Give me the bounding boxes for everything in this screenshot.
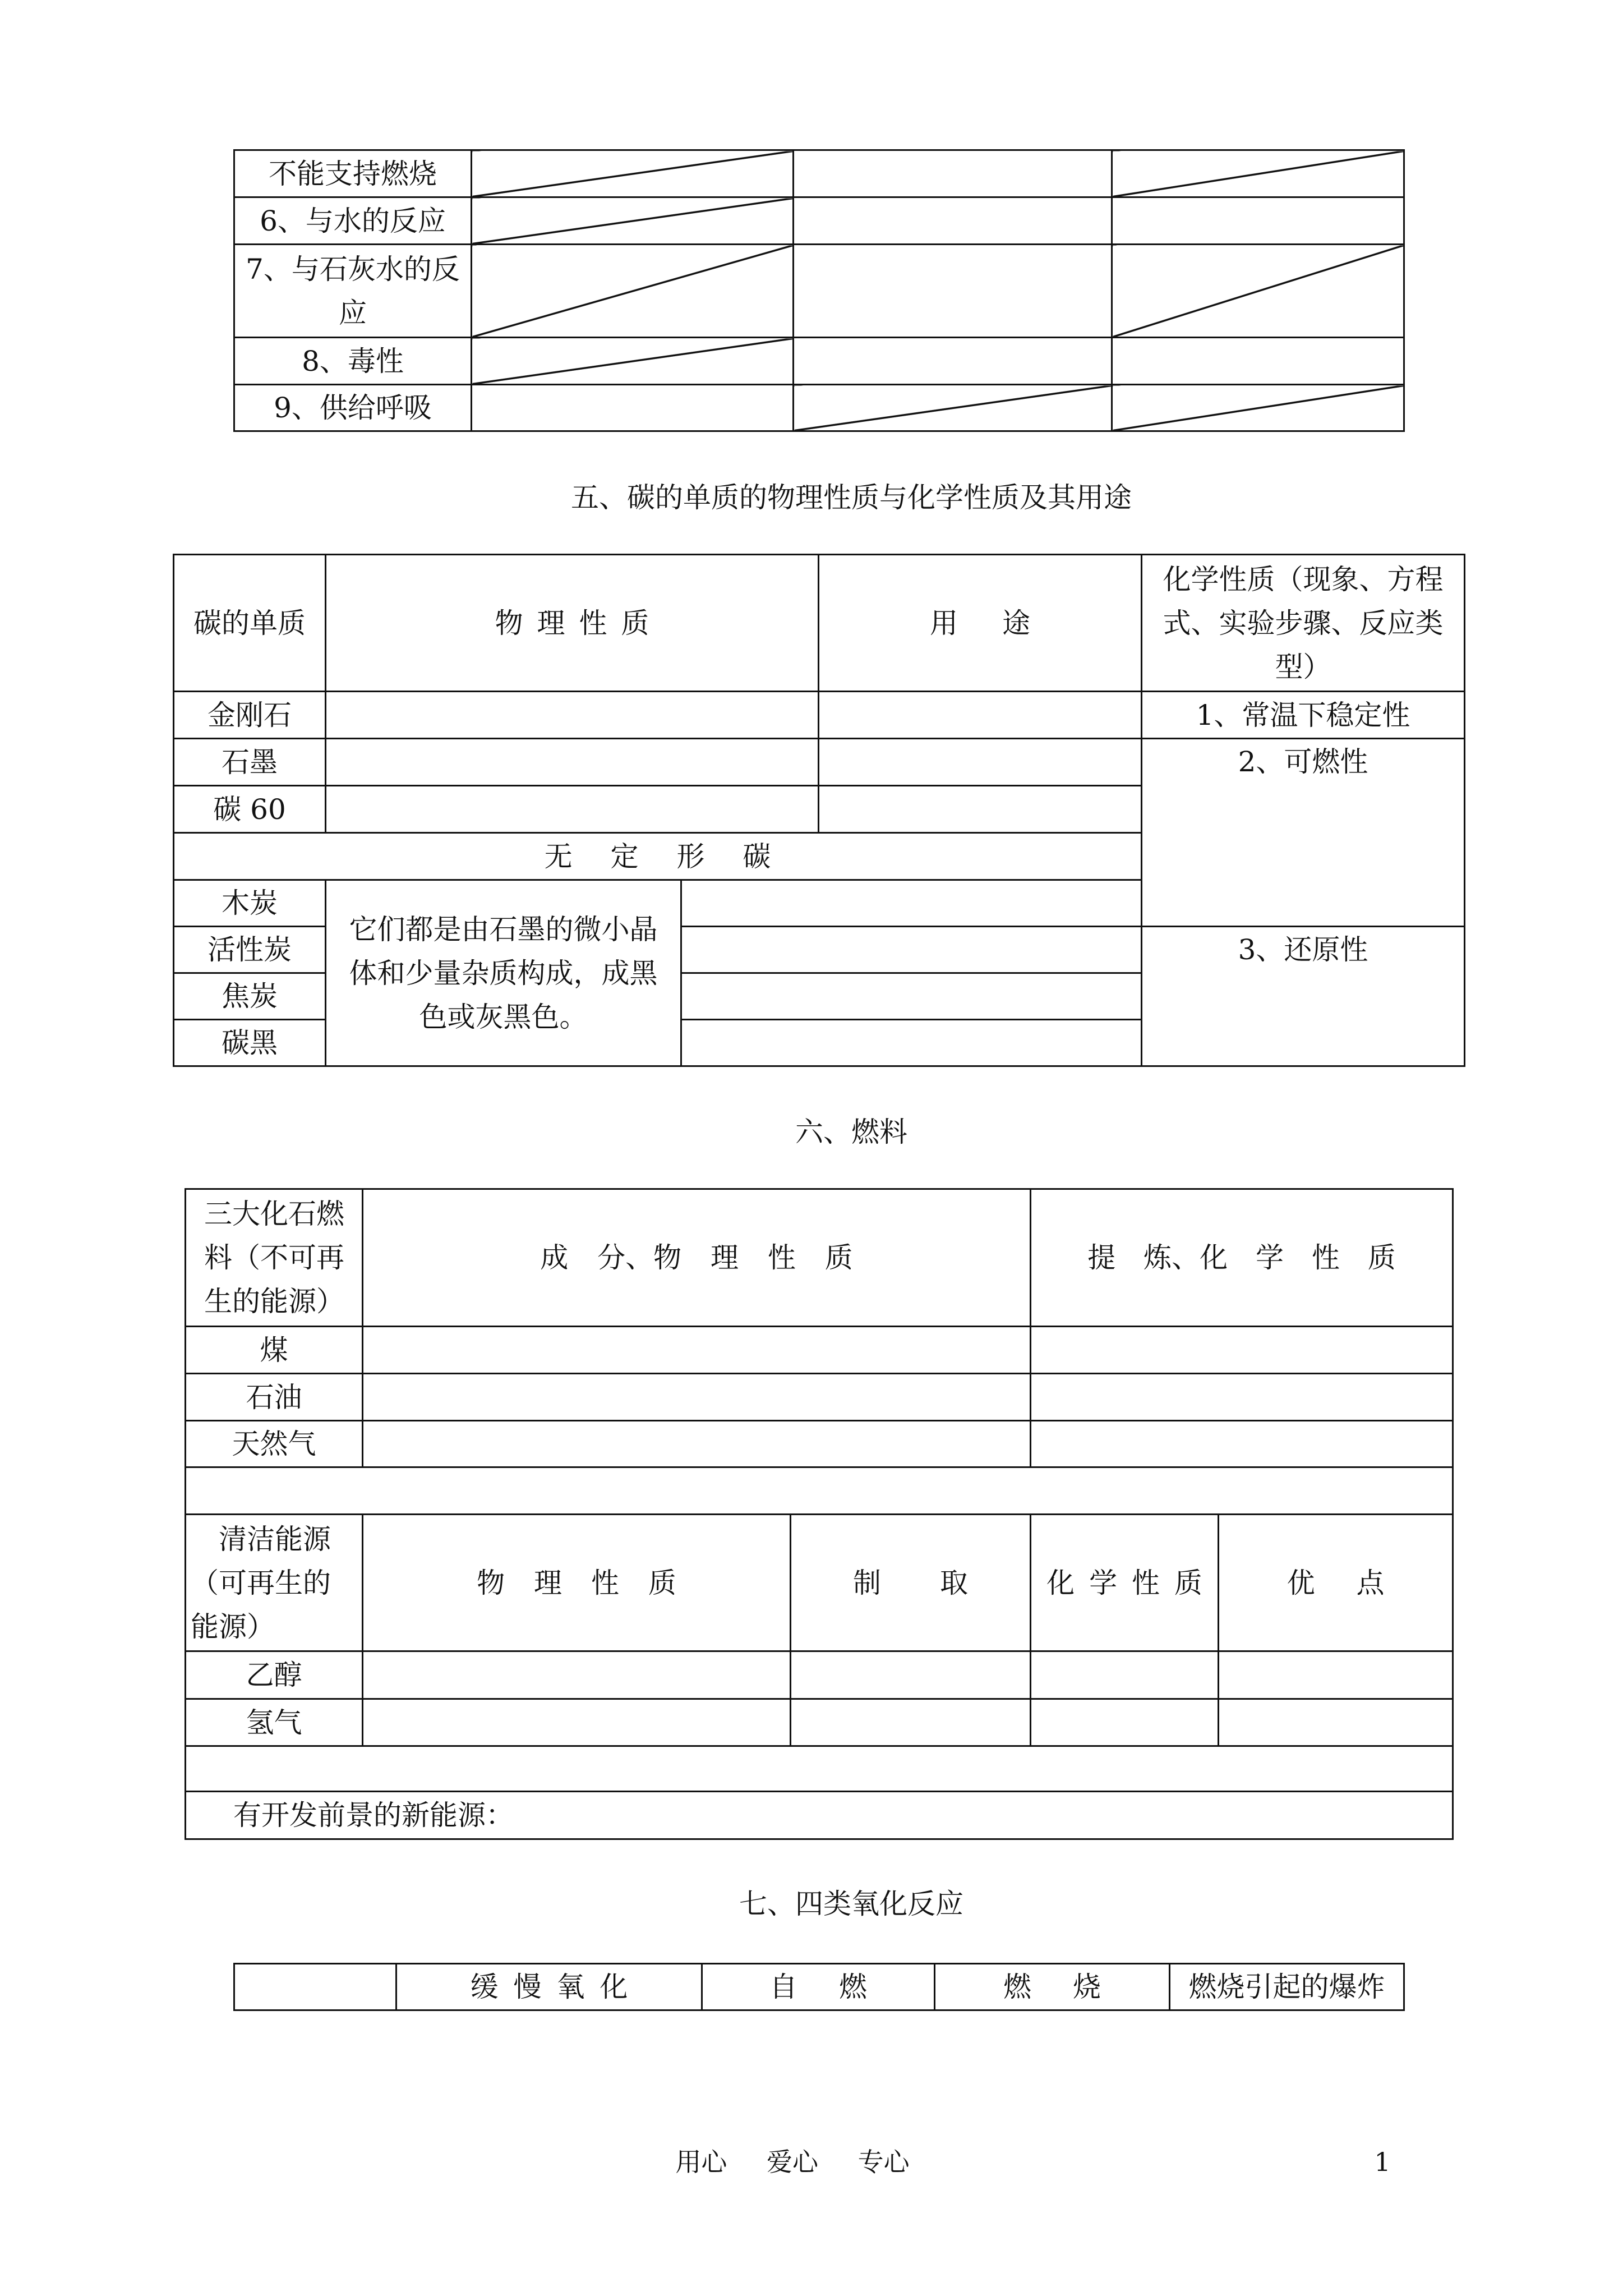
- blank-cell: [472, 338, 794, 385]
- blank-cell: [681, 973, 1142, 1020]
- blank-cell: [1112, 150, 1404, 197]
- column-header: 物 理 性 质: [363, 1515, 791, 1651]
- fuels-table: [185, 1188, 1454, 1840]
- row-label: 6、与水的反应: [234, 197, 472, 245]
- blank-cell: [186, 1467, 1453, 1515]
- blank-cell: [363, 1374, 1031, 1421]
- column-header: 燃 烧: [935, 1964, 1170, 2010]
- section-heading: 七、四类氧化反应: [739, 1888, 963, 1920]
- row-label: 碳黑: [174, 1020, 326, 1066]
- row-label: 石油: [186, 1374, 363, 1421]
- header-row: [234, 1964, 1404, 2010]
- chemical-property-cell: 1、常温下稳定性: [1142, 692, 1465, 739]
- blank-cell: [681, 880, 1142, 927]
- table-row: [186, 1374, 1453, 1421]
- blank-cell: [326, 786, 819, 833]
- fossil-fuels-header: 三大化石燃 料（不可再 生的能源）: [186, 1189, 363, 1327]
- chemical-property-cell: 2、可燃性: [1142, 739, 1465, 927]
- header-row: [186, 1515, 1453, 1651]
- blank-cell: [1031, 1374, 1453, 1421]
- row-label: 石墨: [174, 739, 326, 786]
- blank-cell: [819, 786, 1142, 833]
- table-row: [234, 338, 1404, 385]
- blank-cell: [1112, 385, 1404, 431]
- blank-row: [186, 1746, 1453, 1792]
- column-header: 自 燃: [702, 1964, 935, 2010]
- blank-cell: [1031, 1651, 1219, 1699]
- blank-cell: [326, 739, 819, 786]
- blank-cell: [363, 1327, 1031, 1374]
- header-row: [174, 555, 1465, 692]
- blank-cell: [819, 692, 1142, 739]
- blank-cell: [186, 1746, 1453, 1792]
- table-row: [186, 1699, 1453, 1746]
- table-row: [234, 385, 1404, 431]
- footer-motto: 用心 爱心 专心: [675, 2147, 910, 2177]
- column-header: 燃烧引起的爆炸: [1170, 1964, 1404, 2010]
- blank-cell: [1112, 197, 1404, 245]
- row-label: 天然气: [186, 1421, 363, 1467]
- table-row: [234, 245, 1404, 338]
- amorphous-note: 它们都是由石墨的微小晶 体和少量杂质构成，成黑 色或灰黑色。: [326, 880, 681, 1066]
- blank-cell: [1112, 245, 1404, 338]
- column-header: 优 点: [1219, 1515, 1453, 1651]
- chemical-property-cell: 3、还原性: [1142, 927, 1465, 1066]
- table-row: [174, 692, 1465, 739]
- row-label: 木炭: [174, 880, 326, 927]
- blank-cell: [681, 927, 1142, 973]
- blank-cell: [472, 385, 794, 431]
- blank-cell: [681, 1020, 1142, 1066]
- header-row: [186, 1189, 1453, 1327]
- blank-cell: [791, 1651, 1031, 1699]
- blank-cell: [791, 1699, 1031, 1746]
- row-label: 碳 60: [174, 786, 326, 833]
- row-label: 煤: [186, 1327, 363, 1374]
- row-label: 9、供给呼吸: [234, 385, 472, 431]
- column-header: 缓 慢 氧 化: [396, 1964, 702, 2010]
- page-number: 1: [1374, 2147, 1391, 2177]
- table-row: [186, 1421, 1453, 1467]
- blank-cell: [1031, 1327, 1453, 1374]
- column-header: 用 途: [819, 555, 1142, 692]
- carbon-elements-table: [173, 554, 1465, 1067]
- oxidation-table: [233, 1963, 1405, 2011]
- blank-cell: [363, 1699, 791, 1746]
- blank-cell: [1031, 1421, 1453, 1467]
- blank-cell: [363, 1421, 1031, 1467]
- clean-energy-header: 清洁能源 （可再生的 能源）: [186, 1515, 363, 1651]
- blank-cell: [819, 739, 1142, 786]
- table-row: [186, 1327, 1453, 1374]
- blank-cell: [363, 1651, 791, 1699]
- row-label: 活性炭: [174, 927, 326, 973]
- blank-cell: [234, 1964, 396, 2010]
- table-row: [186, 1651, 1453, 1699]
- column-header: 成 分、物 理 性 质: [363, 1189, 1031, 1327]
- column-header: 化学性质（现象、方程 式、实验步骤、反应类 型）: [1142, 555, 1465, 692]
- amorphous-carbon-title: 无 定 形 碳: [174, 833, 1142, 880]
- blank-cell: [1031, 1699, 1219, 1746]
- blank-cell: [794, 245, 1112, 338]
- column-header: 提 炼、化 学 性 质: [1031, 1189, 1453, 1327]
- blank-cell: [1112, 338, 1404, 385]
- blank-cell: [794, 150, 1112, 197]
- table-row: [234, 150, 1404, 197]
- section-heading: 五、碳的单质的物理性质与化学性质及其用途: [571, 481, 1132, 514]
- table-row: [174, 739, 1465, 786]
- row-label: 金刚石: [174, 692, 326, 739]
- blank-cell: [1219, 1699, 1453, 1746]
- row-label: 焦炭: [174, 973, 326, 1020]
- column-header: 物 理 性 质: [326, 555, 819, 692]
- column-header: 制 取: [791, 1515, 1031, 1651]
- blank-cell: [794, 197, 1112, 245]
- blank-cell: [472, 197, 794, 245]
- blank-cell: [1219, 1651, 1453, 1699]
- row-label: 不能支持燃烧: [234, 150, 472, 197]
- column-header: 碳的单质: [174, 555, 326, 692]
- row-label: 7、与石灰水的反 应: [234, 245, 472, 338]
- section-heading: 六、燃料: [795, 1116, 907, 1148]
- row-label: 乙醇: [186, 1651, 363, 1699]
- row-label: 8、毒性: [234, 338, 472, 385]
- blank-cell: [472, 245, 794, 338]
- new-energy-label: 有开发前景的新能源：: [186, 1792, 1453, 1839]
- table-row: [186, 1792, 1453, 1839]
- properties-table-continued: [233, 149, 1405, 432]
- row-label: 氢气: [186, 1699, 363, 1746]
- blank-cell: [794, 338, 1112, 385]
- blank-cell: [472, 150, 794, 197]
- blank-cell: [794, 385, 1112, 431]
- column-header: 化 学 性 质: [1031, 1515, 1219, 1651]
- blank-row: [186, 1467, 1453, 1515]
- table-row: [234, 197, 1404, 245]
- blank-cell: [326, 692, 819, 739]
